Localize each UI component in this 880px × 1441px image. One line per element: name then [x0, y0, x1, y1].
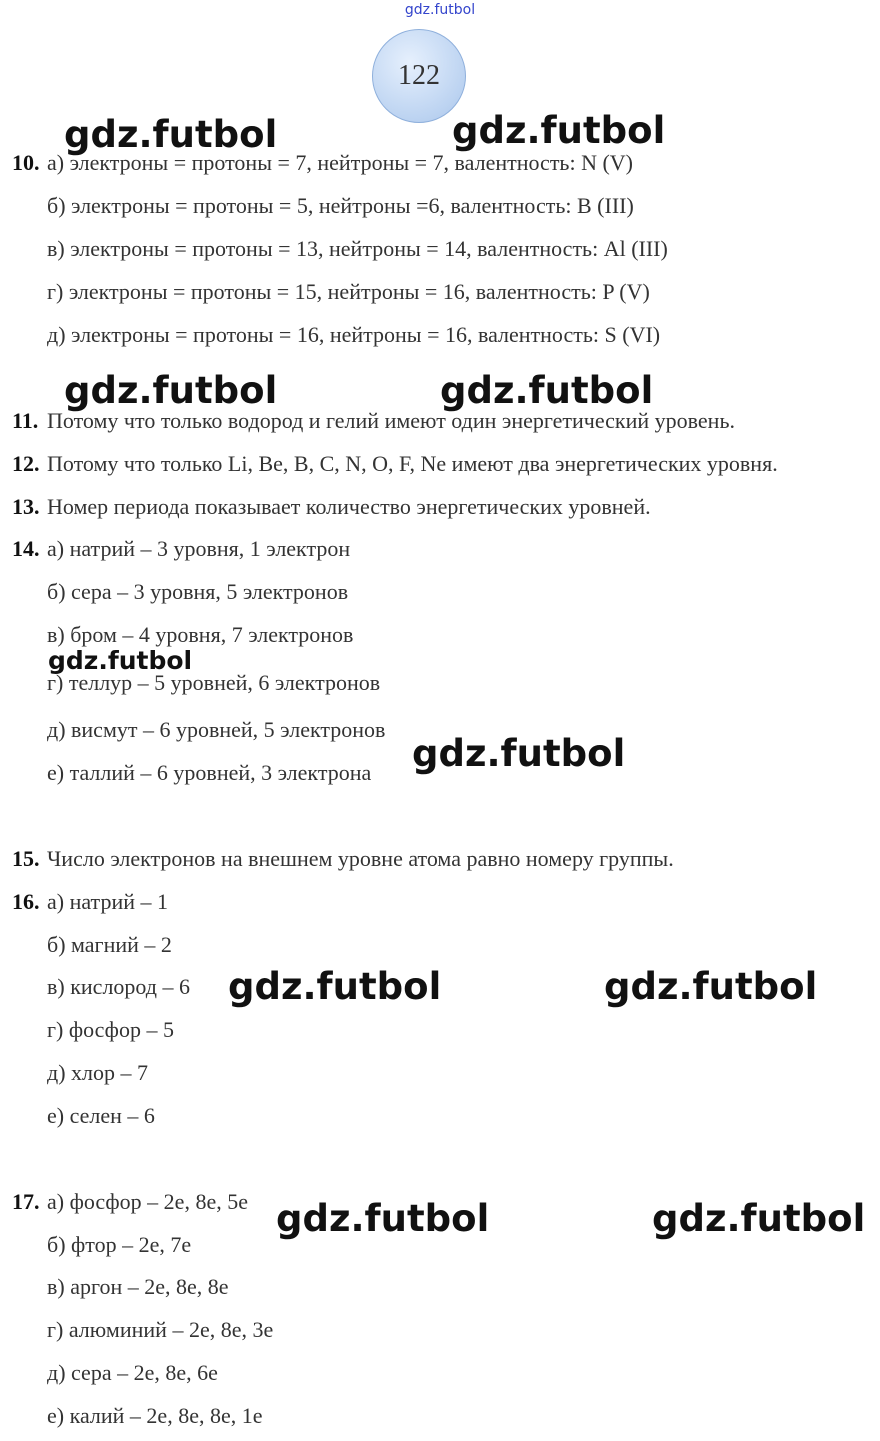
answer-text: г) теллур – 5 уровней, 6 электронов [47, 670, 381, 695]
task-number: 12. [12, 451, 40, 476]
watermark: gdz.futbol [604, 965, 818, 1008]
answer-text: г) алюминий – 2e, 8e, 3e [47, 1317, 274, 1342]
answer-text: Потому что только Li, Be, B, C, N, O, F, Ne имеют два энергетических уровня. [47, 451, 778, 476]
watermark: gdz.futbol [228, 965, 442, 1008]
answer-text: б) электроны = протоны = 5, нейтроны =6, валентность: B (III) [47, 193, 634, 218]
watermark: gdz.futbol [440, 369, 654, 412]
answer-text: Число электронов на внешнем уровне атома равно номеру группы. [47, 846, 674, 871]
answer-text: д) хлор – 7 [47, 1060, 148, 1085]
answer-text: в) электроны = протоны = 13, нейтроны = 14, валентность: Al (III) [47, 236, 668, 261]
page-number-badge: 122 [372, 29, 466, 123]
task-number: 15. [12, 846, 40, 871]
answer-text: Потому что только водород и гелий имеют один энергетический уровень. [47, 408, 735, 433]
answer-text: а) фосфор – 2e, 8e, 5e [47, 1189, 248, 1214]
task-number: 16. [12, 889, 40, 914]
answer-text: б) магний – 2 [47, 932, 172, 957]
watermark: gdz.futbol [652, 1197, 866, 1240]
answer-text: г) фосфор – 5 [47, 1017, 174, 1042]
answer-text: д) сера – 2e, 8e, 6e [47, 1360, 218, 1385]
answer-text: б) сера – 3 уровня, 5 электронов [47, 579, 349, 604]
answer-text: в) бром – 4 уровня, 7 электронов [47, 622, 354, 647]
answer-text: Номер периода показывает количество энергетических уровней. [47, 494, 651, 519]
answer-text: а) натрий – 3 уровня, 1 электрон [47, 536, 351, 561]
answer-text: е) таллий – 6 уровней, 3 электрона [47, 760, 372, 785]
answer-text: а) натрий – 1 [47, 889, 168, 914]
watermark: gdz.futbol [48, 646, 193, 675]
task-number: 11. [12, 408, 39, 433]
task-number: 17. [12, 1189, 40, 1214]
answer-text: д) висмут – 6 уровней, 5 электронов [47, 717, 386, 742]
answer-text: б) фтор – 2e, 7e [47, 1232, 192, 1257]
answer-text: г) электроны = протоны = 15, нейтроны = 16, валентность: P (V) [47, 279, 650, 304]
watermark: gdz.futbol [276, 1197, 490, 1240]
watermark: gdz.futbol [412, 732, 626, 775]
answer-text: а) электроны = протоны = 7, нейтроны = 7, валентность: N (V) [47, 150, 634, 175]
task-number: 13. [12, 494, 40, 519]
task-number: 14. [12, 536, 40, 561]
site-header-link[interactable]: gdz.futbol [404, 2, 476, 18]
answer-text: д) электроны = протоны = 16, нейтроны = 16, валентность: S (VI) [47, 322, 661, 347]
answer-text: е) калий – 2e, 8e, 8e, 1e [47, 1403, 263, 1428]
answer-text: е) селен – 6 [47, 1103, 155, 1128]
watermark: gdz.futbol [64, 369, 278, 412]
watermark: gdz.futbol [64, 113, 278, 156]
task-number: 10. [12, 150, 40, 175]
watermark: gdz.futbol [452, 109, 666, 152]
answer-text: в) аргон – 2e, 8e, 8e [47, 1274, 229, 1299]
answer-text: в) кислород – 6 [47, 974, 190, 999]
